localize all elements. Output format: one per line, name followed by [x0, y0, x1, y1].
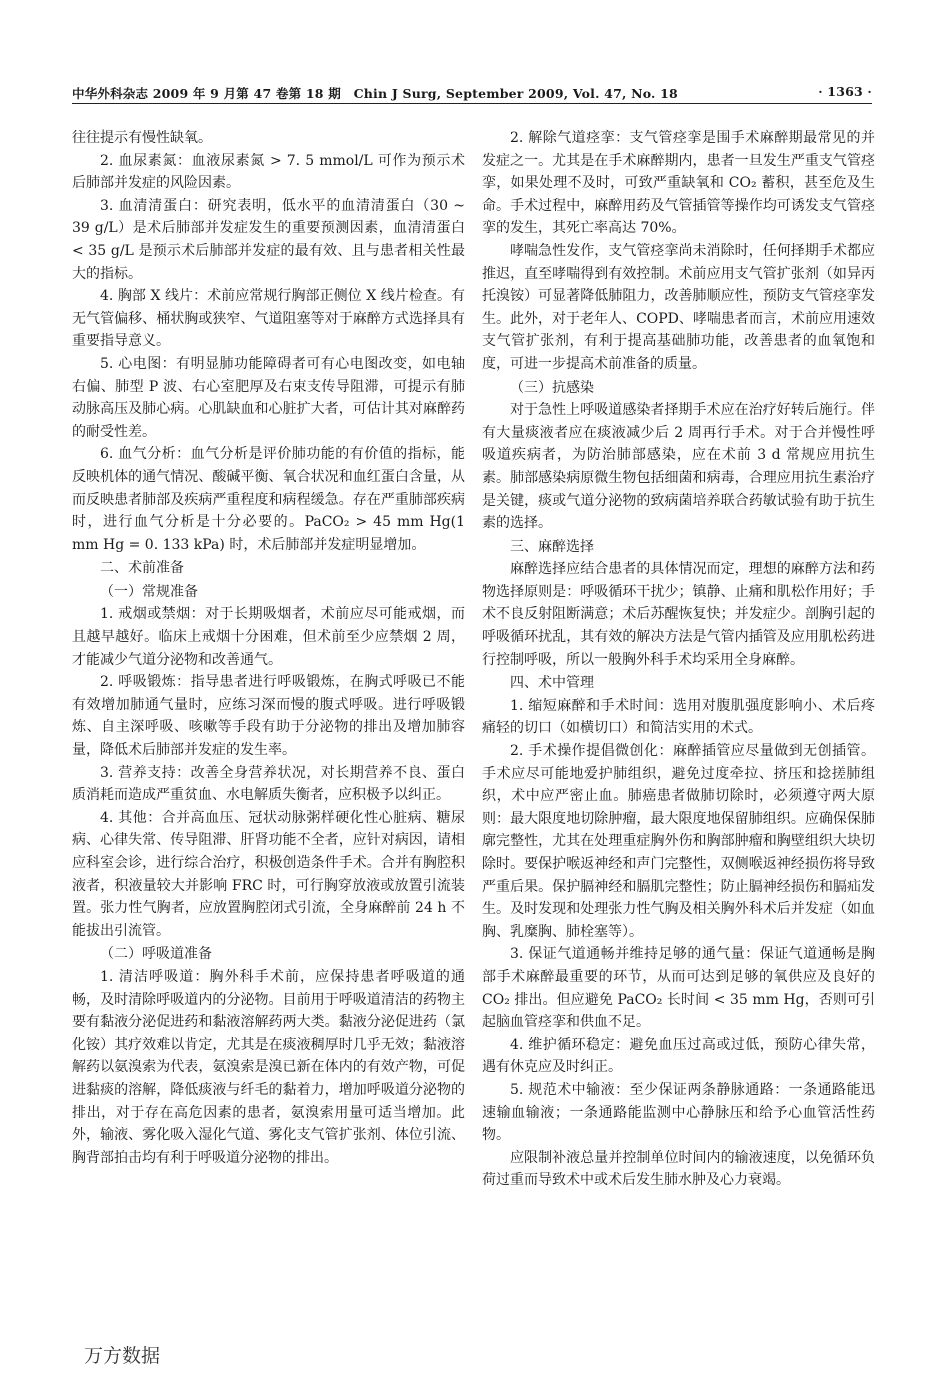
journal-citation: 中华外科杂志 2009 年 9 月第 47 卷第 18 期 Chin J Surg, September 2009, Vol. 47, No. 18 — [72, 86, 678, 101]
paragraph: 3. 保证气道通畅并维持足够的通气量：保证气道通畅是胸部手术麻醉最重要的环节，从而可达到足够的氧供应及良好的 CO₂ 排出。但应避免 PaCO₂ 长时间 < 35 mm Hg，否则可引起脑血管痉挛和供血不足。 — [482, 946, 875, 1031]
paragraph: 4. 其他：合并高血压、冠状动脉粥样硬化性心脏病、糖尿病、心律失常、传导阻滞、肝肾功能不全者，应针对病因，请相应科室会诊，进行综合治疗，积极创造条件手术。合并有胸腔积液者，积液量较大并影响 FRC 时，可行胸穿放液或放置引流装置。张力性气胸者，应放置胸腔闭式引流，全身麻醉前 24 h 不能拔出引流管。 — [72, 809, 465, 939]
subsection-heading: （一）常规准备 — [100, 583, 198, 600]
right-column — [482, 127, 875, 1192]
watermark: 万方数据 — [84, 1345, 161, 1367]
paragraph: 5. 心电图：有明显肺功能障碍者可有心电图改变，如电轴右偏、肺型 P 波、右心室肥厚及右束支传导阻滞，可提示有肺动脉高压及肺心病。心肌缺血和心脏扩大者，可估计其对麻醉药的耐受性差。 — [72, 355, 465, 440]
subsection-heading: （三）抗感染 — [510, 379, 594, 396]
paragraph: 3. 血清清蛋白：研究表明，低水平的血清清蛋白（30 ~ 39 g/L）是术后肺部并发症发生的重要预测因素，血清清蛋白 < 35 g/L 是预示术后肺部并发症的最有效、且与患者相关性最大的指标。 — [72, 197, 465, 282]
paragraph: 1. 清洁呼吸道：胸外科手术前，应保持患者呼吸道的通畅，及时清除呼吸道内的分泌物。目前用于呼吸道清洁的药物主要有黏液分泌促进药和黏液溶解药两大类。黏液分泌促进药（氯化铵）其疗效难以肯定，尤其是在痰液稠厚时几乎无效；黏液溶解药以氨溴索为代表，氨溴索是溴已新在体内的有效产物，可促进黏痰的溶解，降低痰液与纤毛的黏着力，增加呼吸道分泌物的排出，对于存在高危因素的患者，氨溴索用量可适当增加。此外，输液、雾化吸入湿化气道、雾化支气管扩张剂、体位引流、胸背部拍击均有利于呼吸道分泌物的排出。 — [72, 968, 465, 1166]
subsection-heading: （二）呼吸道准备 — [100, 946, 212, 963]
paragraph: 3. 营养支持：改善全身营养状况，对长期营养不良、蛋白质消耗而造成严重贫血、水电解质失衡者，应积极予以纠正。 — [72, 764, 465, 804]
page-number: · 1363 · — [818, 84, 872, 99]
paragraph: 1. 戒烟或禁烟：对于长期吸烟者，术前应尽可能戒烟，而且越早越好。临床上戒烟十分困难，但术前至少应禁烟 2 周，才能减少气道分泌物和改善通气。 — [72, 606, 465, 668]
section-heading: 二、术前准备 — [100, 560, 184, 577]
left-column — [72, 127, 465, 1169]
paragraph: 2. 呼吸锻炼：指导患者进行呼吸锻炼，在胸式呼吸已不能有效增加肺通气量时，应练习深而慢的腹式呼吸。进行呼吸锻炼、自主深呼吸、咳嗽等手段有助于分泌物的排出及增加肺容量，降低术后肺部并发症的发生率。 — [72, 674, 465, 759]
paragraph: 2. 血尿素氮：血液尿素氮 > 7. 5 mmol/L 可作为预示术后肺部并发症的风险因素。 — [72, 152, 465, 192]
running-header — [72, 84, 872, 102]
section-heading: 三、麻醉选择 — [510, 538, 594, 555]
paragraph: 对于急性上呼吸道感染者择期手术应在治疗好转后施行。伴有大量痰液者应在痰液减少后 2 周再行手术。对于合并慢性呼吸道疾病者，为防治肺部感染，应在术前 3 d 常规应用抗生素。肺部感染病原微生物包括细菌和病毒，合理应用抗生素治疗是关键，痰或气道分泌物的致病菌培养联合药敏试验有助于抗生素的选择。 — [482, 402, 875, 532]
header-rule — [72, 103, 872, 104]
paragraph: 6. 血气分析：血气分析是评价肺功能的有价值的指标，能反映机体的通气情况、酸碱平衡、氧合状况和血红蛋白含量，从而反映患者肺部及疾病严重程度和病程缓急。存在严重肺部疾病时，进行血气分析是十分必要的。PaCO₂ > 45 mm Hg(1 mm Hg = 0. 133 kPa) 时，术后肺部并发症明显增加。 — [72, 446, 465, 553]
paragraph: 麻醉选择应结合患者的具体情况而定，理想的麻醉方法和药物选择原则是：呼吸循环干扰少；镇静、止痛和肌松作用好；手术不良反射阻断满意；术后苏醒恢复快；并发症少。剖胸引起的呼吸循环扰乱，其有效的解决方法是气管内插管及应用肌松药进行控制呼吸，所以一般胸外科手术均采用全身麻醉。 — [482, 561, 875, 668]
paragraph: 哮喘急性发作，支气管痉挛尚未消除时，任何择期手术都应推迟，直至哮喘得到有效控制。术前应用支气管扩张剂（如异丙托溴铵）可显著降低肺阻力，改善肺顺应性，预防支气管痉挛发生。此外，对于老年人、COPD、哮喘患者而言，术前应用速效支气管扩张剂，有利于提高基础肺功能，改善患者的血氧饱和度，可进一步提高术前准备的质量。 — [482, 242, 875, 372]
paragraph: 4. 维护循环稳定：避免血压过高或过低，预防心律失常，遇有休克应及时纠正。 — [482, 1036, 875, 1076]
paragraph: 2. 解除气道痉挛：支气管痉挛是围手术麻醉期最常见的并发症之一。尤其是在手术麻醉期内，患者一旦发生严重支气管痉挛，如果处理不及时，可致严重缺氧和 CO₂ 蓄积，甚至危及生命。手术过程中，麻醉用药及气管插管等操作均可诱发支气管痉挛的发生，其死亡率高达 70%。 — [482, 130, 875, 237]
paragraph: 4. 胸部 X 线片：术前应常规行胸部正侧位 X 线片检查。有无气管偏移、桶状胸或狭窄、气道阻塞等对于麻醉方式选择具有重要指导意义。 — [72, 288, 465, 350]
paragraph: 5. 规范术中输液：至少保证两条静脉通路：一条通路能迅速输血输液；一条通路能监测中心静脉压和给予心血管活性药物。 — [482, 1081, 875, 1144]
section-heading: 四、术中管理 — [510, 675, 594, 692]
paragraph: 应限制补液总量并控制单位时间内的输液速度，以免循环负荷过重而导致术中或术后发生肺水肿及心力衰竭。 — [482, 1149, 875, 1189]
paragraph: 1. 缩短麻醉和手术时间：选用对腹肌强度影响小、术后疼痛轻的切口（如横切口）和简洁实用的术式。 — [482, 697, 875, 737]
paragraph: 2. 手术操作提倡微创化：麻醉插管应尽量做到无创插管。手术应尽可能地爱护肺组织，避免过度牵拉、挤压和捻搓肺组织，术中应严密止血。肺癌患者做肺切除时，必须遵守两大原则：最大限度地切除肿瘤，最大限度地保留肺组织。应确保保肺廓完整性，尤其在处理重症胸外伤和胸部肿瘤和胸壁组织大块切除时。要保护喉返神经和声门完整性，双侧喉返神经损伤将导致严重后果。保护膈神经和膈肌完整性；防止膈神经损伤和膈疝发生。及时发现和处理张力性气胸及相关胸外科术后并发症（如血胸、乳糜胸、肺栓塞等）。 — [482, 743, 875, 940]
paragraph: 往往提示有慢性缺氧。 — [72, 130, 212, 146]
